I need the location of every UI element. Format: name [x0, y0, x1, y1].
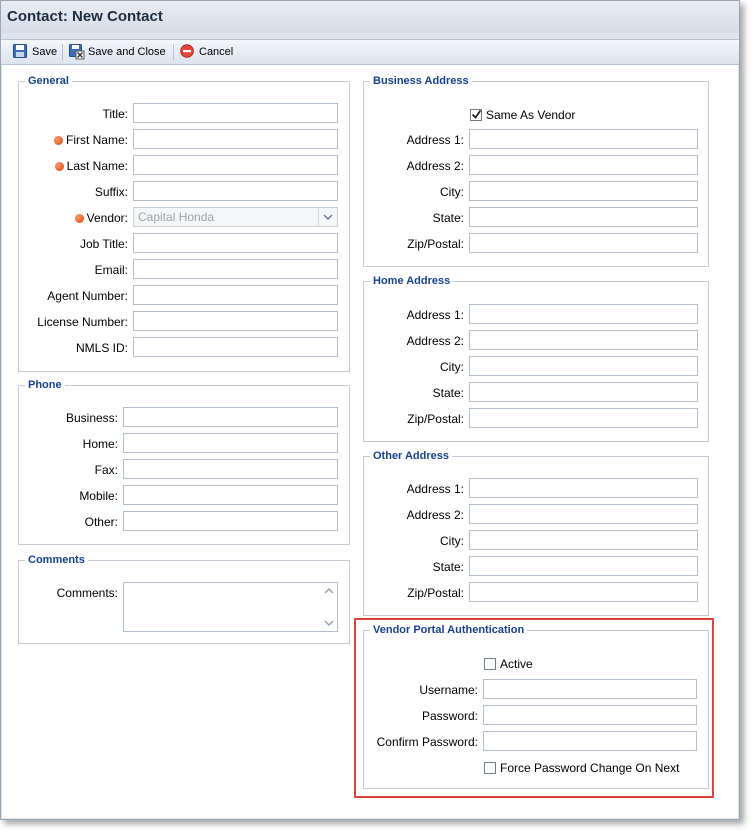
toolbar-separator: [62, 44, 63, 60]
first-name-input[interactable]: [133, 129, 338, 149]
suffix-label: Suffix:: [94, 185, 128, 199]
other-address2-row: [364, 504, 708, 526]
scroll-up-icon[interactable]: [324, 588, 334, 594]
other-address1-row: [364, 478, 708, 500]
business-zip-row: [364, 233, 708, 255]
business-address-fieldset: [363, 75, 709, 267]
required-indicator-icon: [54, 136, 63, 145]
email-input[interactable]: [133, 259, 338, 279]
business-state-row: [364, 207, 708, 229]
password-label: Password:: [421, 709, 478, 723]
other-phone-row: [19, 511, 349, 533]
confirm-password-label: Confirm Password:: [376, 735, 478, 749]
vendor-dropdown-trigger[interactable]: [318, 208, 337, 226]
chevron-down-icon: [323, 214, 333, 220]
force-password-change-label: Force Password Change On Next: [500, 761, 680, 775]
same-as-vendor-label: Same As Vendor: [486, 108, 576, 122]
license-number-label: License Number:: [37, 315, 128, 329]
active-label: Active: [500, 657, 533, 671]
other-city-input[interactable]: [469, 530, 698, 550]
home-address2-label: Address 2:: [406, 334, 464, 348]
home-state-label: State:: [432, 386, 464, 400]
phone-fieldset: [18, 379, 350, 545]
email-row: [19, 259, 349, 281]
last-name-label: Last Name:: [66, 159, 128, 173]
suffix-input[interactable]: [133, 181, 338, 201]
cancel-button-label: Cancel: [199, 46, 234, 58]
comments-label: Comments:: [56, 586, 118, 600]
business-address2-input[interactable]: [469, 155, 698, 175]
vendor-label: Vendor:: [86, 211, 128, 225]
other-address-fieldset: [363, 450, 709, 616]
cancel-icon: [180, 44, 194, 58]
checkmark-icon: [471, 109, 482, 120]
title-input[interactable]: [133, 103, 338, 123]
business-address-legend: Business Address: [373, 75, 469, 87]
title-label: Title:: [102, 107, 128, 121]
floppy-disk-icon: [13, 44, 27, 58]
last-name-input[interactable]: [133, 155, 338, 175]
fax-input[interactable]: [123, 459, 338, 479]
job-title-input[interactable]: [133, 233, 338, 253]
business-state-label: State:: [432, 211, 464, 225]
home-address1-label: Address 1:: [406, 308, 464, 322]
business-address1-input[interactable]: [469, 129, 698, 149]
license-number-row: [19, 311, 349, 333]
job-title-row: [19, 233, 349, 255]
required-indicator-icon: [75, 214, 84, 223]
other-city-row: [364, 530, 708, 552]
home-city-row: [364, 356, 708, 378]
mobile-label: Mobile:: [79, 489, 118, 503]
other-zip-label: Zip/Postal:: [407, 586, 464, 600]
save-and-close-icon: [69, 44, 85, 60]
home-address-legend: Home Address: [373, 275, 451, 287]
vendor-row: [19, 207, 349, 229]
first-name-row: [19, 129, 349, 151]
business-city-label: City:: [440, 185, 464, 199]
general-legend: General: [28, 75, 69, 87]
agent-number-row: [19, 285, 349, 307]
other-state-label: State:: [432, 560, 464, 574]
home-state-row: [364, 382, 708, 404]
save-and-close-label: Save and Close: [88, 46, 166, 58]
nmls-id-input[interactable]: [133, 337, 338, 357]
home-phone-label: Home:: [82, 437, 118, 451]
business-zip-input[interactable]: [469, 233, 698, 253]
general-fieldset: [18, 75, 350, 372]
business-address1-label: Address 1:: [406, 133, 464, 147]
home-address2-row: [364, 330, 708, 352]
toolbar-separator: [173, 44, 174, 60]
job-title-label: Job Title:: [79, 237, 128, 251]
business-phone-input[interactable]: [123, 407, 338, 427]
other-zip-input[interactable]: [469, 582, 698, 602]
business-address2-label: Address 2:: [406, 159, 464, 173]
other-phone-label: Other:: [84, 515, 118, 529]
license-number-input[interactable]: [133, 311, 338, 331]
business-address2-row: [364, 155, 708, 177]
nmls-id-label: NMLS ID:: [75, 341, 128, 355]
fax-label: Fax:: [94, 463, 118, 477]
business-phone-row: [19, 407, 349, 429]
business-address1-row: [364, 129, 708, 151]
other-phone-input[interactable]: [123, 511, 338, 531]
vendor-select-value: Capital Honda: [138, 210, 215, 224]
other-address2-label: Address 2:: [406, 508, 464, 522]
home-address-fieldset: [363, 275, 709, 442]
toolbar: [1, 39, 739, 65]
last-name-row: [19, 155, 349, 177]
email-label: Email:: [94, 263, 128, 277]
vendor-portal-legend: Vendor Portal Authentication: [373, 624, 525, 636]
home-address2-input[interactable]: [469, 330, 698, 350]
other-city-label: City:: [440, 534, 464, 548]
username-label: Username:: [419, 683, 478, 697]
home-city-label: City:: [440, 360, 464, 374]
business-zip-label: Zip/Postal:: [407, 237, 464, 251]
home-phone-row: [19, 433, 349, 455]
other-state-input[interactable]: [469, 556, 698, 576]
business-city-input[interactable]: [469, 181, 698, 201]
home-zip-label: Zip/Postal:: [407, 412, 464, 426]
other-address2-input[interactable]: [469, 504, 698, 524]
home-city-input[interactable]: [469, 356, 698, 376]
save-button-label: Save: [32, 46, 58, 58]
dialog-title: Contact: New Contact: [1, 1, 739, 33]
first-name-label: First Name:: [65, 133, 128, 147]
title-row: [19, 103, 349, 125]
phone-legend: Phone: [28, 379, 62, 391]
comments-legend: Comments: [28, 554, 85, 566]
other-address1-label: Address 1:: [406, 482, 464, 496]
mobile-row: [19, 485, 349, 507]
other-address-legend: Other Address: [373, 450, 450, 462]
home-state-input[interactable]: [469, 382, 698, 402]
home-phone-input[interactable]: [123, 433, 338, 453]
home-address1-row: [364, 304, 708, 326]
business-phone-label: Business:: [65, 411, 118, 425]
vendor-select[interactable]: [133, 207, 338, 227]
home-zip-input[interactable]: [469, 408, 698, 428]
agent-number-input[interactable]: [133, 285, 338, 305]
agent-number-label: Agent Number:: [47, 289, 128, 303]
business-state-input[interactable]: [469, 207, 698, 227]
other-address1-input[interactable]: [469, 478, 698, 498]
other-state-row: [364, 556, 708, 578]
same-as-vendor-checkbox[interactable]: [470, 109, 482, 121]
mobile-input[interactable]: [123, 485, 338, 505]
other-zip-row: [364, 582, 708, 604]
scroll-down-icon[interactable]: [324, 620, 334, 626]
comments-textarea[interactable]: [123, 582, 338, 632]
business-city-row: [364, 181, 708, 203]
fax-row: [19, 459, 349, 481]
home-address1-input[interactable]: [469, 304, 698, 324]
highlight-box: [354, 618, 714, 798]
comments-fieldset: [18, 554, 350, 644]
suffix-row: [19, 181, 349, 203]
required-indicator-icon: [55, 162, 64, 171]
nmls-id-row: [19, 337, 349, 359]
home-zip-row: [364, 408, 708, 430]
